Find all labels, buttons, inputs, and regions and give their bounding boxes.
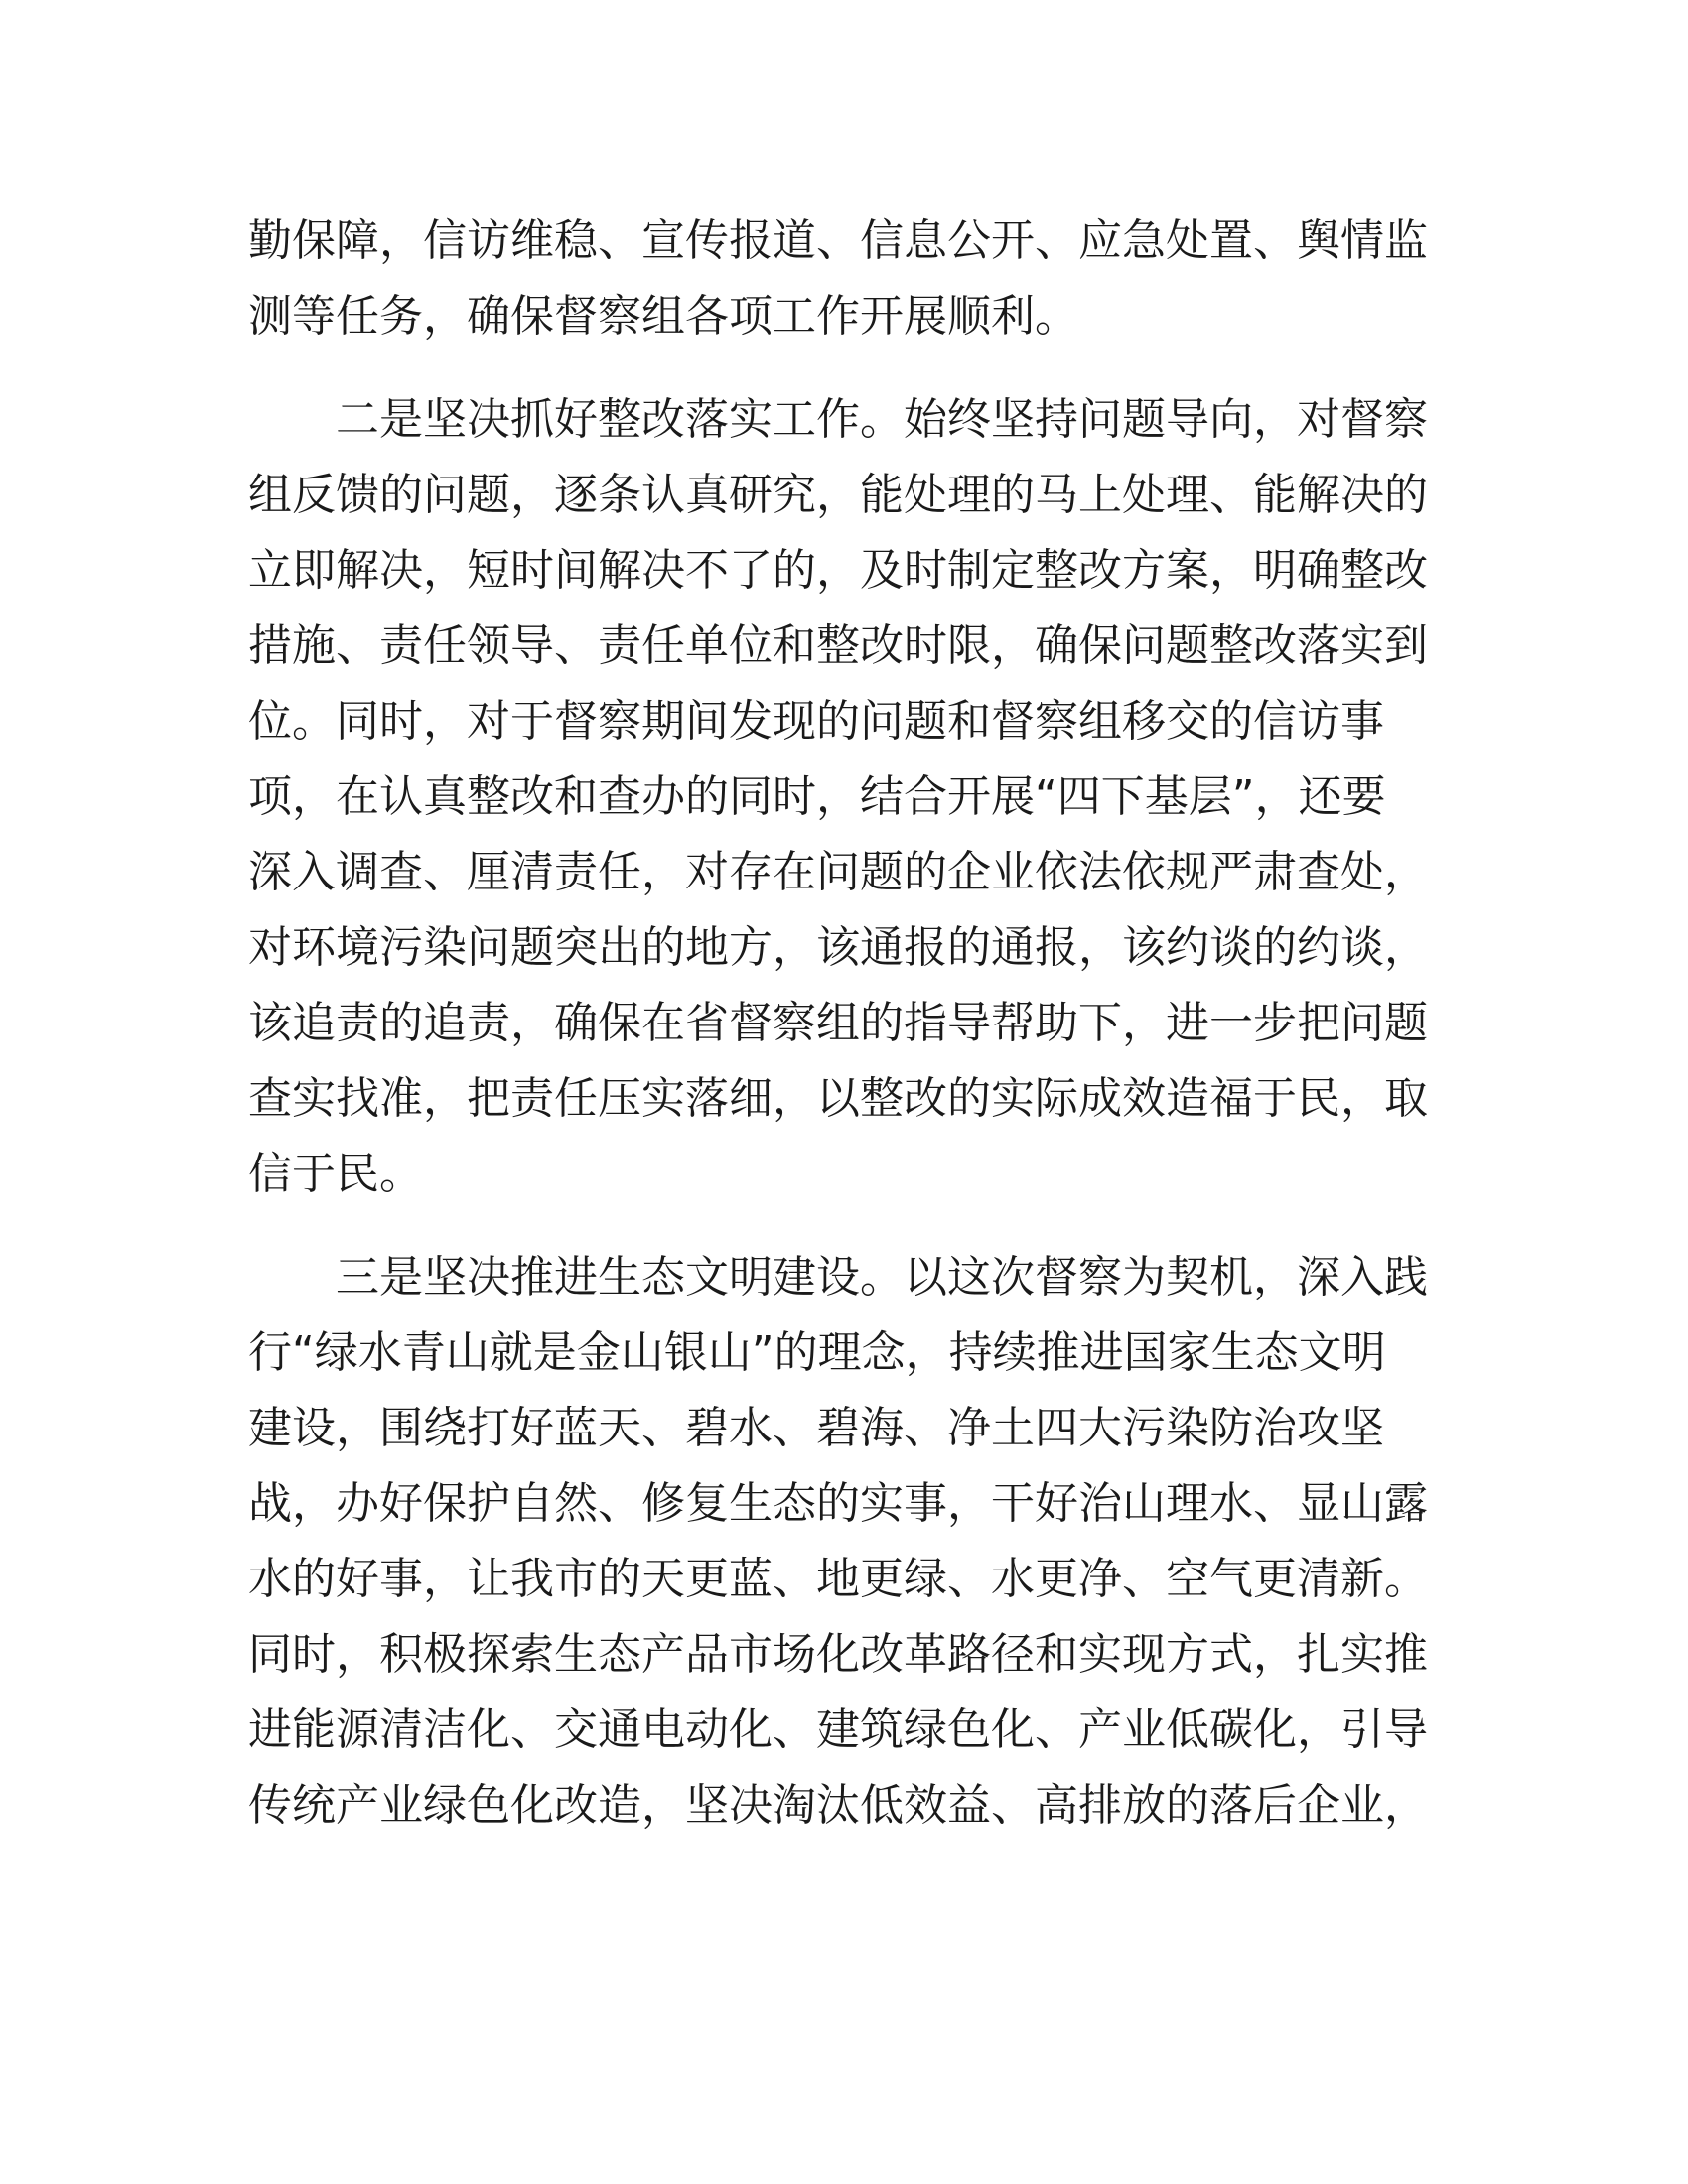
text-line: 组反馈的问题，逐条认真研究，能处理的马上处理、能解决的 — [248, 470, 1428, 520]
text-line: 勤保障，信访维稳、宣传报道、信息公开、应急处置、舆情监 — [248, 215, 1428, 266]
text-line: 项，在认真整改和查办的同时，结合开展“四下基层”，还要 — [248, 771, 1386, 822]
text-line: 立即解决，短时间解决不了的，及时制定整改方案，明确整改 — [248, 545, 1428, 596]
text-line: 水的好事，让我市的天更蓝、地更绿、水更净、空气更清新。 — [248, 1554, 1428, 1604]
text-line: 同时，积极探索生态产品市场化改革路径和实现方式，扎实推 — [248, 1629, 1428, 1680]
text-line: 测等任务，确保督察组各项工作开展顺利。 — [248, 291, 1078, 341]
text-line: 对环境污染问题突出的地方，该通报的通报，该约谈的约谈， — [248, 922, 1428, 973]
paragraph-1 — [248, 204, 1440, 354]
paragraph-3 — [248, 1240, 1440, 1843]
text-line: 位。同时，对于督察期间发现的问题和督察组移交的信访事 — [248, 696, 1384, 747]
text-line: 二是坚决抓好整改落实工作。始终坚持问题导向，对督察 — [336, 394, 1428, 445]
text-line: 措施、责任领导、责任单位和整改时限，确保问题整改落实到 — [248, 620, 1428, 671]
paragraph-spacer — [248, 1212, 1440, 1240]
text-line: 传统产业绿色化改造，坚决淘汰低效益、高排放的落后企业， — [248, 1780, 1428, 1831]
body-text — [248, 204, 1440, 1843]
text-line: 行“绿水青山就是金山银山”的理念，持续推进国家生态文明 — [248, 1327, 1386, 1378]
text-line: 进能源清洁化、交通电动化、建筑绿色化、产业低碳化，引导 — [248, 1705, 1428, 1755]
paragraph-2 — [248, 382, 1440, 1212]
text-line: 该追责的追责，确保在省督察组的指导帮助下，进一步把问题 — [248, 998, 1428, 1048]
text-line: 战，办好保护自然、修复生态的实事，干好治山理水、显山露 — [248, 1478, 1428, 1529]
paragraph-spacer — [248, 354, 1440, 382]
text-line: 三是坚决推进生态文明建设。以这次督察为契机，深入践 — [336, 1252, 1428, 1302]
text-line: 建设，围绕打好蓝天、碧水、碧海、净土四大污染防治攻坚 — [248, 1403, 1384, 1453]
text-line: 查实找准，把责任压实落细，以整改的实际成效造福于民，取 — [248, 1073, 1428, 1124]
text-line: 深入调查、厘清责任，对存在问题的企业依法依规严肃查处， — [248, 847, 1428, 897]
text-line: 信于民。 — [248, 1149, 423, 1199]
